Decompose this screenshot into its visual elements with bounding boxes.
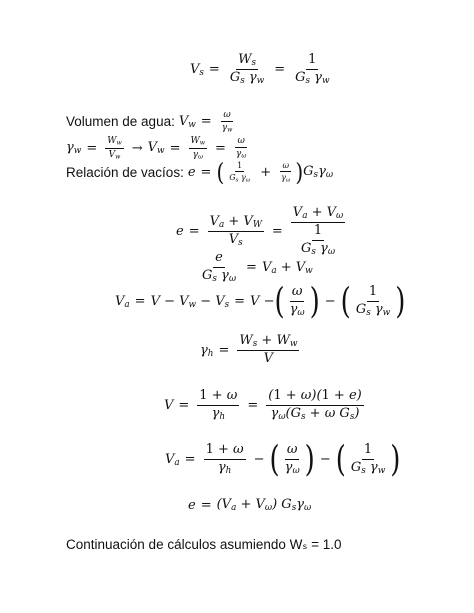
continuation-text: Continuación de cálculos asumiendo Wₛ = 1.0 bbox=[66, 537, 342, 552]
equation-va: $V_a$ = $V - V_w - V_s$ = V − ( ω $\gamma_\omega$ ) − ( 1 $G_s$ $\gamma_w$ ) bbox=[115, 281, 406, 322]
equation-e-volumes: e = $\frac{V_a + V_W}{V_s}$ = $\frac{V_a + V_\omega}{\frac{1}{G_s \gamma_\omega}}$ bbox=[176, 205, 344, 258]
equation-e-over-gs: $\frac{e}{G_s \gamma_\omega}$ = $V_a + V_w$ bbox=[202, 250, 313, 285]
equation-e-final: e = $(V_a + V_\omega)$ $G_s\gamma_\omega$ bbox=[188, 497, 312, 514]
void-ratio-label: Relación de vacíos: bbox=[66, 164, 184, 180]
equation-gamma-w: $\gamma_w$ = $\frac{W_w}{V_w}$ → $V_w$ = $\frac{W_w}{\gamma_\omega}$ = $\frac{\omega}{\gamma_\omega}$ bbox=[66, 136, 247, 161]
equation-gamma-h: $\gamma_h$ = $\frac{W_s + W_w}{V}$ bbox=[200, 333, 298, 367]
equation-va-final: $V_a$ = $\frac{1 + \omega}{\gamma_h}$ − ( ω $\gamma_\omega$ ) − ( 1 $G_s$ $\gamma_w$ ) bbox=[165, 439, 401, 480]
volume-water-label: Volumen de agua: bbox=[66, 114, 175, 130]
equation-vs: $V_s$ = $\frac{W_s}{G_s \gamma_w}$ = $\frac{1}{G_s \gamma_w}$ bbox=[190, 52, 330, 87]
void-ratio-line: Relación de vacíos: e = ( 1 $G_s$ $\gamma_\omega$ + $\frac{\omega}{\gamma_\omega}$ ) $G_s\gamma_\omega$ bbox=[66, 157, 334, 187]
equation-v: V = $\frac{1 + \omega}{\gamma_h}$ = $\frac{(1 + \omega)(1 + e)}{\gamma_\omega(G_s + \omega G_s)}$ bbox=[164, 388, 362, 423]
volume-water-line: Volumen de agua: $V_w$ = $\frac{\omega}{\gamma_w}$ bbox=[66, 110, 233, 134]
